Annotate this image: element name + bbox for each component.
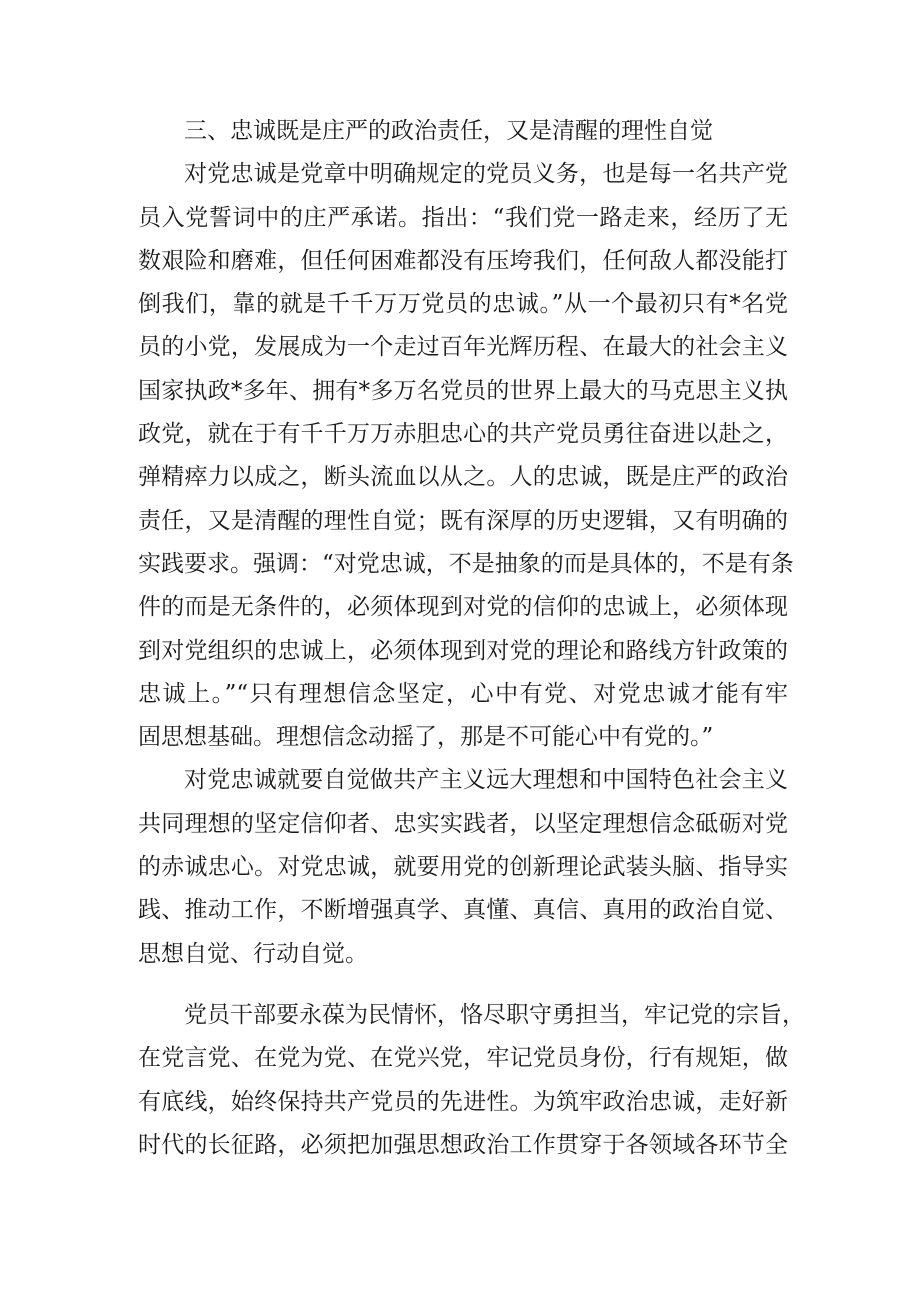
paragraph-2 <box>138 759 788 975</box>
paragraph-line: 数艰险和磨难，但任何困难都没有压垮我们，任何敌人都没能打 <box>138 247 788 274</box>
paragraph-line: 的赤诚忠心。对党忠诚，就要用党的创新理论武装头脑、指导实 <box>138 854 788 881</box>
paragraph-line: 件的而是无条件的，必须体现到对党的信仰的忠诚上，必须体现 <box>138 594 788 621</box>
paragraph-line: 思想自觉、行动自觉。 <box>138 940 368 967</box>
paragraph-line: 共同理想的坚定信仰者、忠实实践者，以坚定理想信念砥砺对党 <box>138 810 788 837</box>
paragraph-3 <box>138 994 805 1167</box>
paragraph-line: 倒我们，靠的就是千千万万党员的忠诚。”从一个最初只有*名党 <box>138 291 788 318</box>
paragraph-line: 在党言党、在党为党、在党兴党，牢记党员身份，行有规矩，做 <box>138 1045 788 1072</box>
section-heading: 三、忠诚既是庄严的政治责任，又是清醒的理性自觉 <box>184 118 713 144</box>
paragraph-line: 忠诚上。”“只有理想信念坚定，心中有党、对党忠诚才能有牢 <box>138 680 788 707</box>
paragraph-line: 实践要求。强调：“对党忠诚，不是抽象的而是具体的，不是有条 <box>138 550 794 577</box>
paragraph-line: 到对党组织的忠诚上，必须体现到对党的理论和路线方针政策的 <box>138 637 788 664</box>
document-body <box>138 110 805 1167</box>
paragraph-line: 国家执政*多年、拥有*多万名党员的世界上最大的马克思主义执 <box>138 377 788 404</box>
paragraph-line: 员的小党，发展成为一个走过百年光辉历程、在最大的社会主义 <box>138 334 788 361</box>
paragraph-line: 有底线，始终保持共产党员的先进性。为筑牢政治忠诚，走好新 <box>138 1088 788 1115</box>
paragraph-line: 党员干部要永葆为民情怀，恪尽职守勇担当，牢记党的宗旨， <box>184 1001 805 1028</box>
paragraph-line: 员入党誓词中的庄严承诺。指出：“我们党一路走来，经历了无 <box>138 204 788 231</box>
paragraph-line: 践、推动工作，不断增强真学、真懂、真信、真用的政治自觉、 <box>138 897 788 924</box>
paragraph-line: 弹精瘁力以成之，断头流血以从之。人的忠诚，既是庄严的政治 <box>138 464 788 491</box>
paragraph-1 <box>138 153 794 759</box>
paragraph-line: 对党忠诚就要自觉做共产主义远大理想和中国特色社会主义 <box>184 767 788 794</box>
paragraph-line: 时代的长征路，必须把加强思想政治工作贯穿于各领域各环节全 <box>138 1131 788 1158</box>
paragraph-line: 固思想基础。理想信念动摇了，那是不可能心中有党的。” <box>138 724 714 751</box>
paragraph-line: 政党，就在于有千千万万赤胆忠心的共产党员勇往奋进以赴之， <box>138 421 788 448</box>
paragraph-line: 对党忠诚是党章中明确规定的党员义务，也是每一名共产党 <box>184 161 788 188</box>
paragraph-line: 责任，又是清醒的理性自觉；既有深厚的历史逻辑，又有明确的 <box>138 507 788 534</box>
paragraph-spacer <box>138 976 788 994</box>
